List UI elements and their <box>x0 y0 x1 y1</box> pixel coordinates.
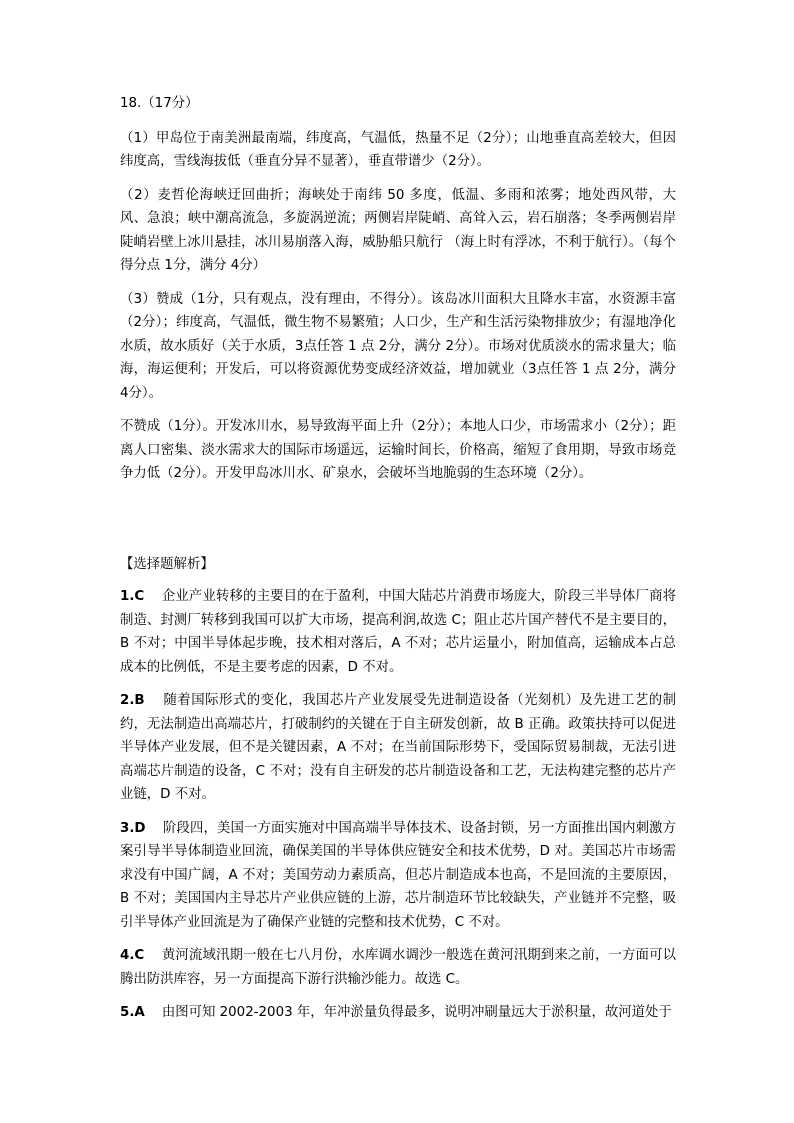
question-18-part-3: （3）赞成（1分，只有观点，没有理由，不得分）。该岛冰川面积大且降水丰富，水资源丰富（2分）；纬度高，气温低，微生物不易繁殖；人口少，生产和生活污染物排放少；有湿地净化水质，故水质好（关于水质，3点任答 1 点 2分，满分 2分）。市场对优质淡水的需求量大；临海，海运便利；开发后，可以将资源优势变成经济效益，增加就业（3点任答 1 点 2分，满分 4分）。 <box>120 291 676 401</box>
choice-item-number: 4.C <box>120 948 145 963</box>
choice-item-text: 阶段四，美国一方面实施对中国高端半导体技术、设备封锁，另一方面推出国内刺激方案引导半导体制造业回流，确保美国的半导体供应链安全和技术优势，D 对。美国芯片市场需求没有中国广阔，A 不对；美国劳动力素质高，但芯片制造成本也高，不是回流的主要原因，B 不对；美国国内主导芯片产业供应链的上游，芯片制造环节比较缺失，产业链并不完整，吸引半导体产业回流是为了确保产业链的完整和技术优势，C 不对。 <box>120 820 677 930</box>
choice-section-heading-block <box>120 553 676 577</box>
choice-item <box>120 689 676 807</box>
choice-item-number: 1.C <box>120 589 145 604</box>
choice-item <box>120 585 676 679</box>
choice-item-text: 由图可知 2002-2003 年，年冲淤量负得最多，说明冲刷量远大于淤积量，故河道处于 <box>161 1005 672 1020</box>
choice-section-heading: 【选择题解析】 <box>120 557 214 572</box>
choice-item-text: 企业产业转移的主要目的在于盈利，中国大陆芯片消费市场庞大，阶段三半导体厂商将制造、封测厂转移到我国可以扩大市场，提高利润,故选 C；阻止芯片国产替代不是主要目的，B 不对；中国半导体起步晚，技术相对落后，A 不对；芯片运量小，附加值高，运输成本占总成本的比例低，不是主要考虑的因素，D 不对。 <box>120 589 677 675</box>
choice-item-text: 黄河流域汛期一般在七八月份，水库调水调沙一般选在黄河汛期到来之前，一方面可以腾出防洪库容，另一方面提高下游行洪输沙能力。故选 C。 <box>120 948 677 987</box>
question-18-heading: 18.（17分） <box>120 96 199 111</box>
question-18-part-2: （2）麦哲伦海峡迂回曲折；海峡处于南纬 50 多度，低温、多雨和浓雾；地处西风带，大风、急浪；峡中潮高流急，多旋涡逆流；两侧岩岸陡峭、高耸入云，岩石崩落；冬季两侧岩岸陡峭岩壁上冰川悬挂，冰川易崩落入海，威胁船只航行 （海上时有浮冰，不利于航行）。（每个得分点 1分，满分 4分） <box>120 187 676 273</box>
choice-explanations <box>120 585 676 1035</box>
choice-item <box>120 944 676 991</box>
question-18-answer <box>120 92 676 496</box>
choice-item <box>120 817 676 935</box>
question-18-part-1: （1）甲岛位于南美洲最南端，纬度高，气温低，热量不足（2分）；山地垂直高差较大，但因纬度高，雪线海拔低（垂直分异不显著），垂直带谱少（2分）。 <box>120 130 676 169</box>
choice-item-number: 5.A <box>120 1005 145 1020</box>
choice-item-number: 3.D <box>120 820 146 836</box>
choice-item <box>120 1001 676 1025</box>
choice-item-text: 随着国际形式的变化，我国芯片产业发展受先进制造设备（光刻机）及先进工艺的制约，无法制造出高端芯片，打破制约的关键在于自主研发创新，故 B 正确。政策扶持可以促进半导体产业发展，但不是关键因素，A 不对；在当前国际形势下，受国际贸易制裁，无法引进高端芯片制造的设备，C 不对；没有自主研发的芯片制造设备和工艺，无法构建完整的芯片产业链，D 不对。 <box>120 693 676 802</box>
question-18-part-3-alt: 不赞成（1分）。开发冰川水，易导致海平面上升（2分）；本地人口少，市场需求小（2分）；距离人口密集、淡水需求大的国际市场遥远，运输时间长，价格高，缩短了食用期，导致市场竞争力低（2分）。开发甲岛冰川水、矿泉水，会破坏当地脆弱的生态环境（2分）。 <box>120 419 676 481</box>
choice-item-number: 2.B <box>120 693 145 708</box>
